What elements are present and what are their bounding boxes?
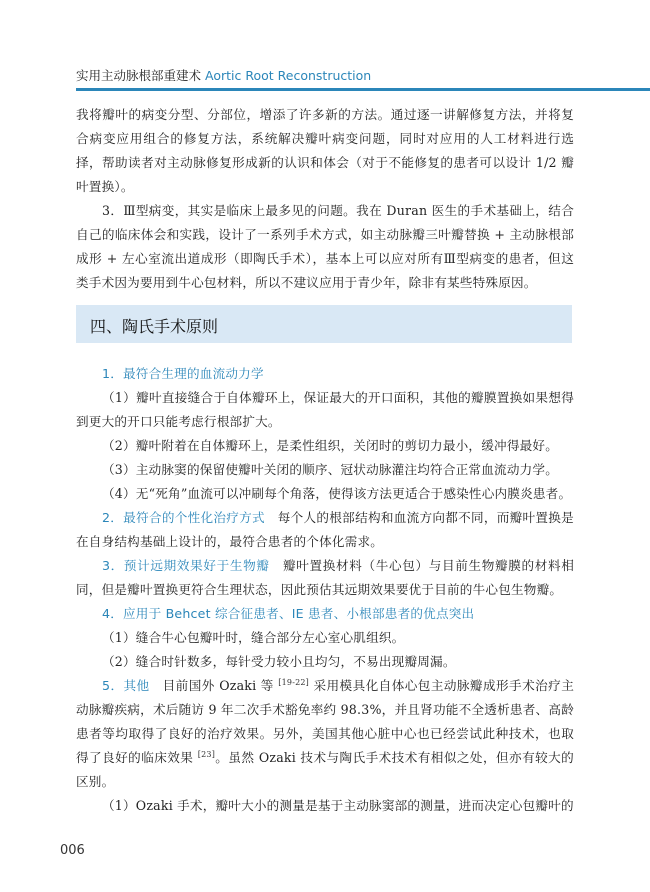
item-5-text-c: 。虽然 Ozaki 技术与陶氏手术技术有相似之处，但亦有较大的区别。	[76, 750, 574, 789]
subhead-1-text: 1．最符合生理的血流动力学	[102, 366, 264, 381]
item-5-text-a: 目前国外 Ozaki 等	[149, 678, 279, 693]
header-rule	[76, 88, 650, 91]
intro-block	[76, 103, 574, 295]
subhead-5-text: 5．其他	[102, 678, 150, 693]
principles-block	[76, 362, 574, 818]
section-heading-box	[76, 305, 572, 343]
item-4-1: （1）缝合牛心包瓣叶时，缝合部分左心室心肌组织。	[102, 630, 405, 645]
item-1-1: （1）瓣叶直接缝合于自体瓣环上，保证最大的开口面积，其他的瓣膜置换如果想得到更大的开口只能考虑行根部扩大。	[76, 390, 574, 429]
subhead-2-text: 2．最符合的个性化治疗方式	[102, 510, 265, 525]
item-1-4: （4）无“死角”血流可以冲刷每个角落，使得该方法更适合于感染性心内膜炎患者。	[102, 486, 572, 501]
item-5-1: （1）Ozaki 手术，瓣叶大小的测量是基于主动脉窦部的测量，进而决定心包瓣叶的	[102, 798, 574, 813]
intro-paragraph-1: 我将瓣叶的病变分型、分部位，增添了许多新的方法。通过逐一讲解修复方法，并将复合病变应用组合的修复方法，系统解决瓣叶病变问题，同时对应用的人工材料进行选择，帮助读者对主动脉修复形成新的认识和体会（对于不能修复的患者可以设计 1/2 瓣叶置换）。	[76, 107, 574, 194]
item-4-2: （2）缝合时针数多，每针受力较小且均匀，不易出现瓣周漏。	[102, 654, 456, 669]
item-3-text: 瓣叶置换材料（牛心包）与目前生物瓣膜的材料相同，但是瓣叶置换更符合生理状态，因此预估其远期效果要优于目前的牛心包生物瓣。	[76, 558, 574, 597]
item-1-2: （2）瓣叶附着在自体瓣环上，是柔性组织，关闭时的剪切力最小，缓冲得最好。	[102, 438, 558, 453]
subhead-4-text: 4．应用于 Behcet 综合征患者、IE 患者、小根部患者的优点突出	[102, 606, 475, 621]
item-2-text: 每个人的根部结构和血流方向都不同，而瓣叶置换是在自身结构基础上设计的，最符合患者的个体化需求。	[76, 510, 574, 549]
intro-paragraph-2: 3．Ⅲ型病变，其实是临床上最多见的问题。我在 Duran 医生的手术基础上，结合自己的临床体会和实践，设计了一系列手术方式，如主动脉瓣三叶瓣替换 + 主动脉根部成形 + 左心室流出道成形（即陶氏手术），基本上可以应对所有Ⅲ型病变的患者，但这类手术因为要用到牛心包材料，所以不建议应用于青少年，除非有某些特殊原因。	[76, 203, 574, 290]
header-title-cn: 实用主动脉根部重建术	[76, 68, 202, 83]
citation-19-22: [19-22]	[278, 677, 310, 687]
citation-23: [23]	[197, 749, 216, 759]
running-header	[76, 66, 371, 84]
item-3	[76, 554, 574, 602]
item-1-3: （3）主动脉窦的保留使瓣叶关闭的顺序、冠状动脉灌注均符合正常血流动力学。	[102, 462, 558, 477]
item-5-text-b: 采用模具化自体心包主动脉瓣成形手术治疗主动脉瓣疾病，术后随访 9 年二次手术豁免率约 98.3%，并且肾功能不全透析患者、高龄患者等均取得了良好的治疗效果。另外，美国其他心脏中心也已经尝试此种技术，也取得了良好的临床效果	[76, 678, 574, 765]
item-5	[76, 674, 574, 794]
header-title-en: Aortic Root Reconstruction	[205, 68, 372, 83]
subhead-4	[76, 602, 574, 626]
page-number: 006	[60, 843, 85, 858]
subhead-1	[76, 362, 574, 386]
item-2	[76, 506, 574, 554]
section-title: 四、陶氏手术原则	[90, 317, 219, 336]
subhead-3-text: 3．预计远期效果好于生物瓣	[102, 558, 270, 573]
